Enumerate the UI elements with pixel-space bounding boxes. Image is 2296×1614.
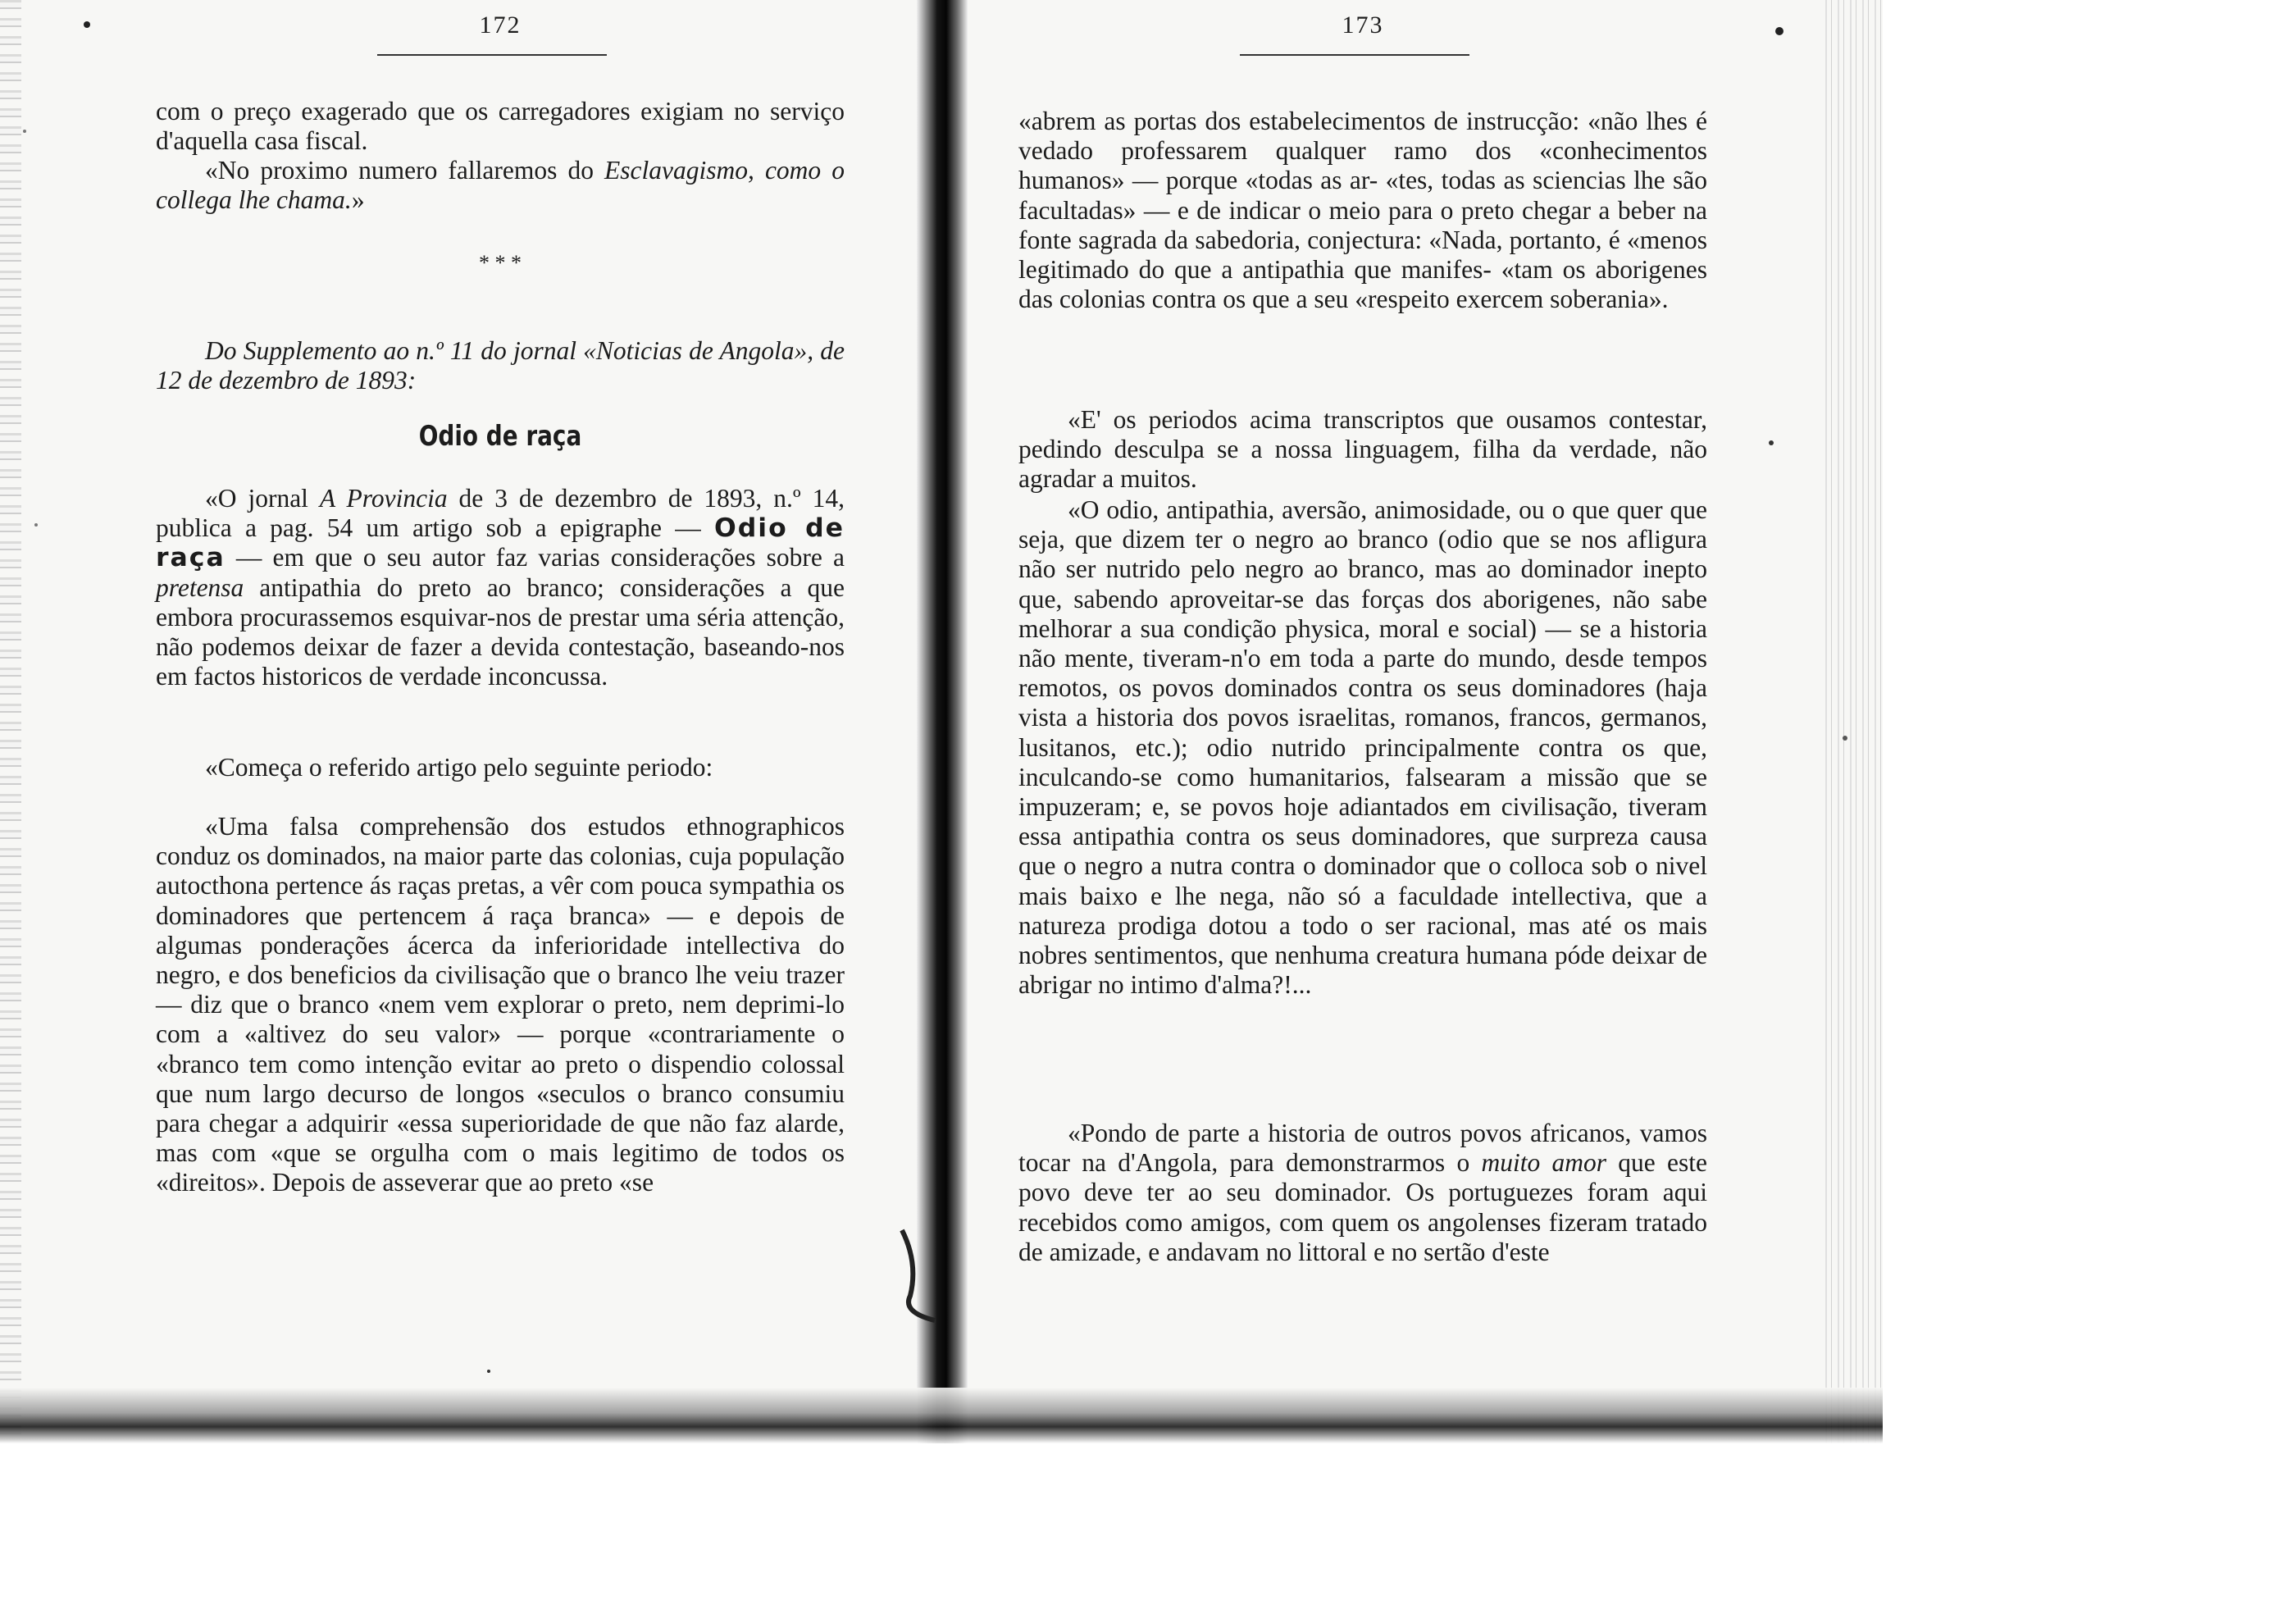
- book-gutter: [917, 0, 968, 1443]
- left-page-edge: [0, 0, 21, 1443]
- header-rule: [377, 54, 607, 56]
- paragraph: «abrem as portas dos estabelecimentos de instrucção: «não lhes é vedado professarem qualquer ramo dos «conhecimentos humanos» — porque «todas as ar- «tes, todas as sciencias lhe são facultadas» — e de indicar o meio para o preto chegar a beber na fonte sagrada da sabedoria, conjectura: «Nada, portanto, é «menos legitimado do que a antipathia que manifes- «tam os aborigenes das colonias contra os que a seu «respeito exercem soberania».: [1018, 107, 1707, 314]
- paragraph: «E' os periodos acima transcriptos que ousamos contestar, pedindo desculpa se a nossa linguagem, filha da verdade, não agradar a muitos.: [1018, 405, 1707, 494]
- right-page-edge: [1825, 0, 1883, 1443]
- left-page: [156, 0, 845, 1386]
- paragraph: com o preço exagerado que os carregadores exigiam no serviço d'aquella casa fiscal.: [156, 97, 845, 156]
- paragraph: «Pondo de parte a historia de outros povos africanos, vamos tocar na d'Angola, para demonstrarmos o muito amor que este povo deve ter ao seu dominador. Os portuguezes foram aqui recebidos como amigos, com quem os angolenses fizeram tratado de amizade, e andavam no littoral e no sertão d'este: [1018, 1119, 1707, 1266]
- right-page: [1018, 0, 1707, 1386]
- header-rule: [1240, 54, 1469, 56]
- paragraph: «Começa o referido artigo pelo seguinte periodo:: [205, 753, 713, 782]
- quoted-paragraph: «Uma falsa comprehensão dos estudos ethnographicos conduz os dominados, na maior parte das colonias, cuja população autocthona pertence ás raças pretas, a vêr com pouca sympathia os dominadores que pertencem á raça branca» — e depois de algumas ponderações ácerca da inferioridade intellectiva do negro, e dos beneficios da civilisação que o branco lhe veiu trazer — diz que o branco «nem vem explorar o preto, nem deprimi-lo com a «altivez do seu valor» — porque «contrariamente o «branco tem como intenção evitar ao preto o dispendio colossal que num largo decurso de longos «seculos o branco consumiu para chegar a adquirir «essa superioridade de que não faz alarde, mas com «que se orgulha com o mais legitimo de todos os «direitos». Depois de asseverar que ao preto «se: [156, 812, 845, 1197]
- page-number: 172: [479, 11, 522, 39]
- page-number: 173: [1342, 11, 1384, 39]
- source-line: Do Supplemento ao n.º 11 do jornal «Noticias de Angola», de 12 de dezembro de 1893:: [156, 336, 845, 395]
- paragraph: «No proximo numero fallaremos do Esclavagismo, como o collega lhe chama.»: [156, 156, 845, 215]
- section-separator: * * *: [479, 251, 522, 275]
- article-heading: Odio de raça: [418, 420, 582, 453]
- page-bottom-edge: [0, 1388, 1883, 1443]
- paragraph: «O jornal A Provincia de 3 de dezembro de 1893, n.º 14, publica a pag. 54 um artigo sob a epigraphe — Odio de raça — em que o seu autor faz varias considerações sobre a pretensa antipathia do preto ao branco; considerações a que embora procurassemos esquivar-nos de prestar uma séria attenção, não podemos deixar de fazer a devida contestação, baseando-nos em factos historicos de verdade inconcussa.: [156, 484, 845, 691]
- paragraph: «O odio, antipathia, aversão, animosidade, ou o que quer que seja, que dizem ter o negro ao branco (odio que se nos afligura não ser nutrido pelo negro ao branco, mas ao dominador inepto que, sabendo aproveitar-se das forças dos aborigenes, não sabe melhorar a sua condição physica, moral e social) — se a historia não mente, tiveram-n'o em toda a parte do mundo, desde tempos remotos, os povos dominados contra os seus dominadores (haja vista a historia dos povos israelitas, romanos, francos, germanos, lusitanos, etc.); odio nutrido principalmente contra os que, inculcando-se como humanitarios, falsearam a missão que se impuzeram; e, se povos hoje adiantados em civilisação, tiveram essa antipathia contra os seus dominadores, que surpreza causa que o negro a nutra contra o dominador que o colloca sob o nivel mais baixo e lhe nega, não só a faculdade intellectiva, que a natureza prodiga dotou a todo o ser racional, mas até os mais nobres sentimentos, que nenhuma creatura humana póde deixar de abrigar no intimo d'alma?!...: [1018, 495, 1707, 1000]
- blank-margin: [1883, 0, 2296, 1443]
